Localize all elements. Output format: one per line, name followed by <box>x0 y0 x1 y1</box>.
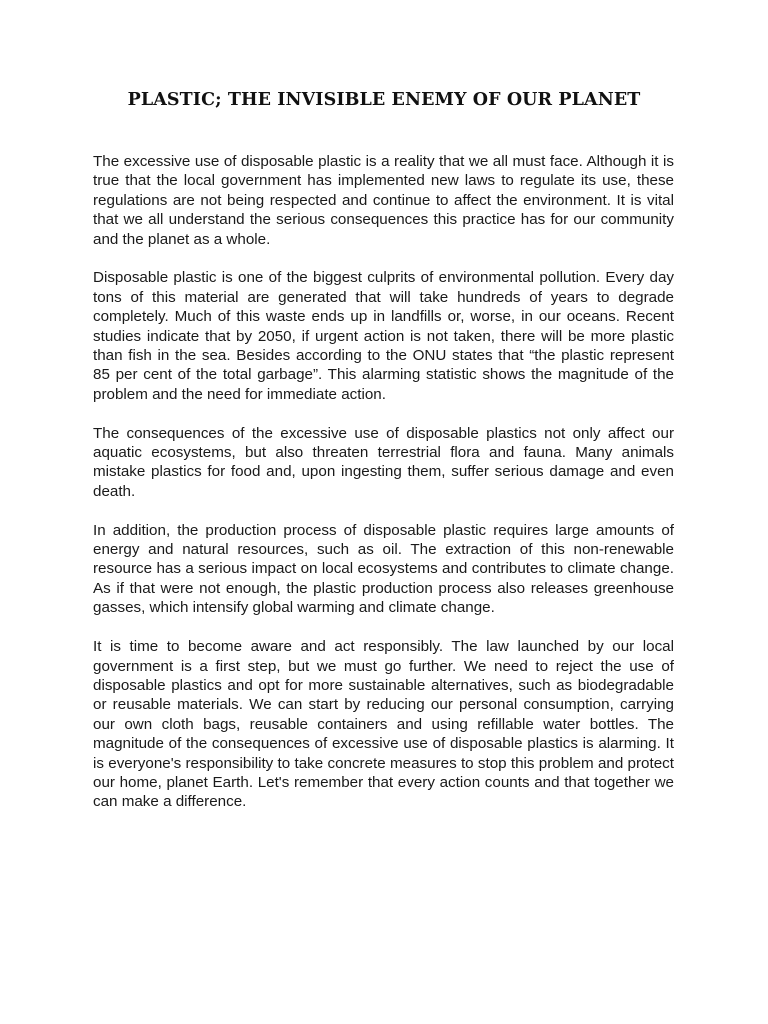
paragraph-5: It is time to become aware and act responsibly. The law launched by our local government is a first step, but we must go further. We need to reject the use of disposable plastics and opt for more sustainable alternatives, such as biodegradable or reusable materials. We can start by reducing our personal consumption, carrying our own cloth bags, reusable containers and using refillable water bottles. The magnitude of the consequences of excessive use of disposable plastics is alarming. It is everyone's responsibility to take concrete measures to stop this problem and protect our home, planet Earth. Let's remember that every action counts and that together we can make a difference. <box>93 638 674 811</box>
paragraph-1: The excessive use of disposable plastic is a reality that we all must face. Although it is true that the local government has implemented new laws to regulate its use, these regulations are not being respected and continue to affect the environment. It is vital that we all understand the serious consequences this practice has for our community and the planet as a whole. <box>93 153 674 248</box>
document-body <box>93 152 674 831</box>
paragraph-3: The consequences of the excessive use of disposable plastics not only affect our aquatic ecosystems, but also threaten terrestrial flora and fauna. Many animals mistake plastics for food and, upon ingesting them, suffer serious damage and even death. <box>93 424 674 500</box>
paragraph-2: Disposable plastic is one of the biggest culprits of environmental pollution. Every day tons of this material are generated that will take hundreds of years to degrade completely. Much of this waste ends up in landfills or, worse, in our oceans. Recent studies indicate that by 2050, if urgent action is not taken, there will be more plastic than fish in the sea. Besides according to the ONU states that “the plastic represent 85 per cent of the total garbage”. This alarming statistic shows the magnitude of the problem and the need for immediate action. <box>93 269 674 403</box>
paragraph-4: In addition, the production process of disposable plastic requires large amounts of energy and natural resources, such as oil. The extraction of this non-renewable resource has a serious impact on local ecosystems and contributes to climate change. As if that were not enough, the plastic production process also releases greenhouse gasses, which intensify global warming and climate change. <box>93 521 674 617</box>
document-title: PLASTIC; THE INVISIBLE ENEMY OF OUR PLANET <box>127 90 641 110</box>
